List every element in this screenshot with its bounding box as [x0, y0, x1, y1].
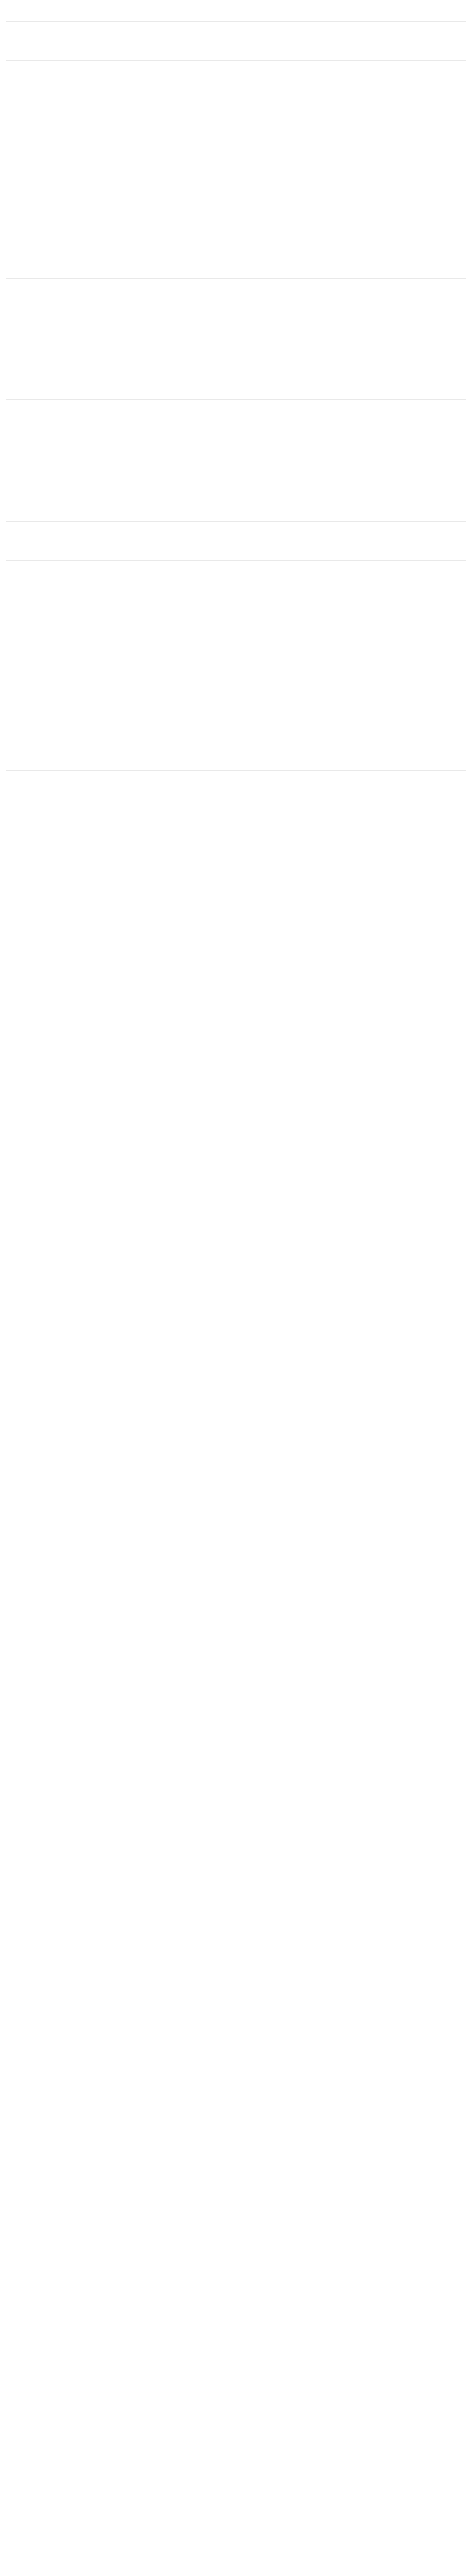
paragraph [6, 311, 466, 318]
section-prix-comprend [6, 679, 466, 744]
section-prix-ne-comprend-pas [6, 755, 466, 836]
paragraph [6, 366, 466, 373]
paragraph [6, 148, 466, 156]
paragraph [6, 66, 466, 74]
paragraph [6, 189, 466, 197]
list-item [7, 813, 466, 821]
paragraph [6, 660, 466, 667]
paragraph [6, 135, 466, 142]
paragraph [6, 325, 466, 332]
excluded-list [6, 776, 466, 836]
list-item [7, 806, 466, 813]
paragraph [6, 593, 466, 601]
section-equipements [6, 384, 466, 495]
section-heading [6, 506, 466, 522]
paragraph [6, 446, 466, 454]
paragraph [6, 338, 466, 346]
section-formalites [6, 626, 466, 667]
paragraph [6, 352, 466, 360]
paragraph [6, 107, 466, 115]
paragraph [6, 474, 466, 481]
section-notre-avis [6, 506, 466, 534]
paragraph [6, 297, 466, 305]
list-item [7, 776, 466, 783]
list-item [7, 699, 466, 707]
list-item [7, 737, 466, 744]
paragraph [6, 203, 466, 211]
paragraph [6, 27, 466, 34]
list-item [7, 707, 466, 714]
paragraph [6, 419, 466, 426]
paragraph [6, 566, 466, 573]
list-item [7, 791, 466, 798]
paragraph [6, 646, 466, 654]
paragraph [6, 527, 466, 534]
paragraph [6, 162, 466, 169]
list-item [7, 729, 466, 737]
section-hebergement [6, 45, 466, 252]
section-heading [6, 545, 466, 561]
section-restauration [6, 263, 466, 373]
section-heading [6, 755, 466, 771]
section-heading [6, 6, 466, 22]
paragraph [6, 405, 466, 413]
paragraph [6, 121, 466, 128]
paragraph [6, 176, 466, 183]
list-item [7, 722, 466, 729]
paragraph [6, 487, 466, 495]
paragraph [6, 80, 466, 87]
paragraph [6, 580, 466, 587]
section-heading [6, 679, 466, 694]
paragraph [6, 231, 466, 238]
section-heading [6, 384, 466, 400]
list-item [7, 821, 466, 828]
paragraph [6, 93, 466, 101]
section-heading [6, 626, 466, 641]
paragraph [6, 432, 466, 440]
paragraph [6, 217, 466, 224]
page [0, 0, 472, 859]
included-list [6, 699, 466, 744]
section-informations-vols [6, 545, 466, 614]
section-heading [6, 45, 466, 61]
section-heading [6, 263, 466, 279]
section-situation [6, 6, 466, 34]
list-item [7, 783, 466, 791]
list-item [7, 828, 466, 836]
paragraph [6, 244, 466, 252]
paragraph [6, 607, 466, 614]
list-item [7, 798, 466, 806]
paragraph [6, 460, 466, 467]
paragraph [6, 284, 466, 291]
list-item [7, 714, 466, 722]
